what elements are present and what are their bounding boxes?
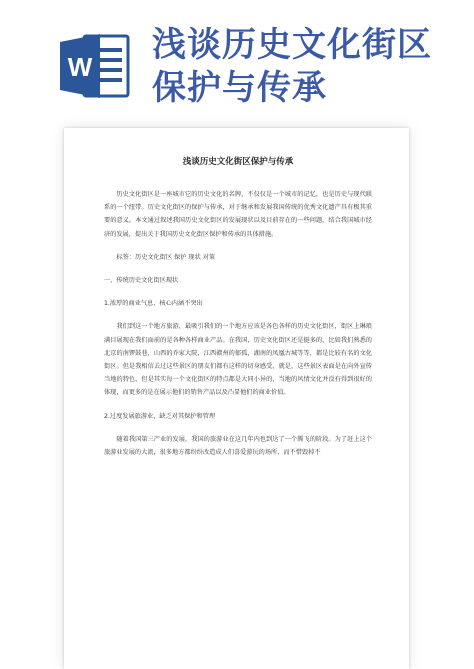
body-paragraph-2: 随着我国第三产业的发展，我国的旅游业在这几年内也到达了一个腾飞的阶段。为了赶上这个旅游业发展的大流，很多地方都纷纷改造成人们喜爱游玩的场所，而不惜毁掉不: [104, 435, 372, 457]
body-paragraph-1: 我们到这一个地方旅游，最吸引我们的一个地方应该是各色各样的历史文化街区，街区上琳琅满目展现在我们面前的是各种各样商业产品。在我国，历史文化街区还是挺多的，比如我们熟悉的北京的南锣鼓巷，山西的乔家大院，江西赣州的郁孤，湖南的凤凰古城等等，都是比较有名的文化街区。但是我相信去过这些景区的朋友们都有这样的切身感受，就是，这些景区表面是在向外宣传当地的特色，但是其实每一个文化街区的特点都是大同小异的，当地的风情文化并没有得到很好的体现，而更多的是在展示他们的销售产品以及凸显他们的商业价值。: [104, 323, 372, 397]
subsection-heading-1: 1.浓厚的商业气息，核心内涵不突出: [104, 300, 203, 308]
article-title: 浅谈历史文化街区保护与传承: [182, 157, 294, 167]
document-page-preview: [64, 128, 409, 669]
document-title: [152, 24, 452, 110]
word-document-icon: [60, 30, 130, 102]
document-body: [104, 156, 372, 459]
document-title-line1: 浅谈历史文化街区: [152, 25, 432, 65]
abstract-paragraph: 历史文化街区是一座城市它的历史文化的名牌，不仅仅是一个城市的记忆，也是历史与现代联系的一个纽带。历史文化街区的保护与传承，对于继承和发展我国传统的优秀文化遗产具有极其重要的意义。本文通过叙述我国历史文化街区的发展现状以及目前存在的一些问题，结合我国城市经济的发展，提出关于我国历史文化街区保护和传承的具体措施。: [104, 191, 372, 238]
subsection-heading-2: 2.过度发展旅游业，缺乏对其保护和管理: [104, 412, 216, 420]
document-title-line2: 保护与传承: [152, 68, 327, 108]
word-icon-letter: W: [67, 52, 93, 82]
page-fade-overlay: [64, 549, 409, 669]
section-heading-1: 一、传统历史文化街区现状: [104, 277, 179, 285]
header-banner: [0, 0, 474, 118]
keywords-line: 标签：历史文化街区 保护 现状 对策: [116, 253, 216, 261]
